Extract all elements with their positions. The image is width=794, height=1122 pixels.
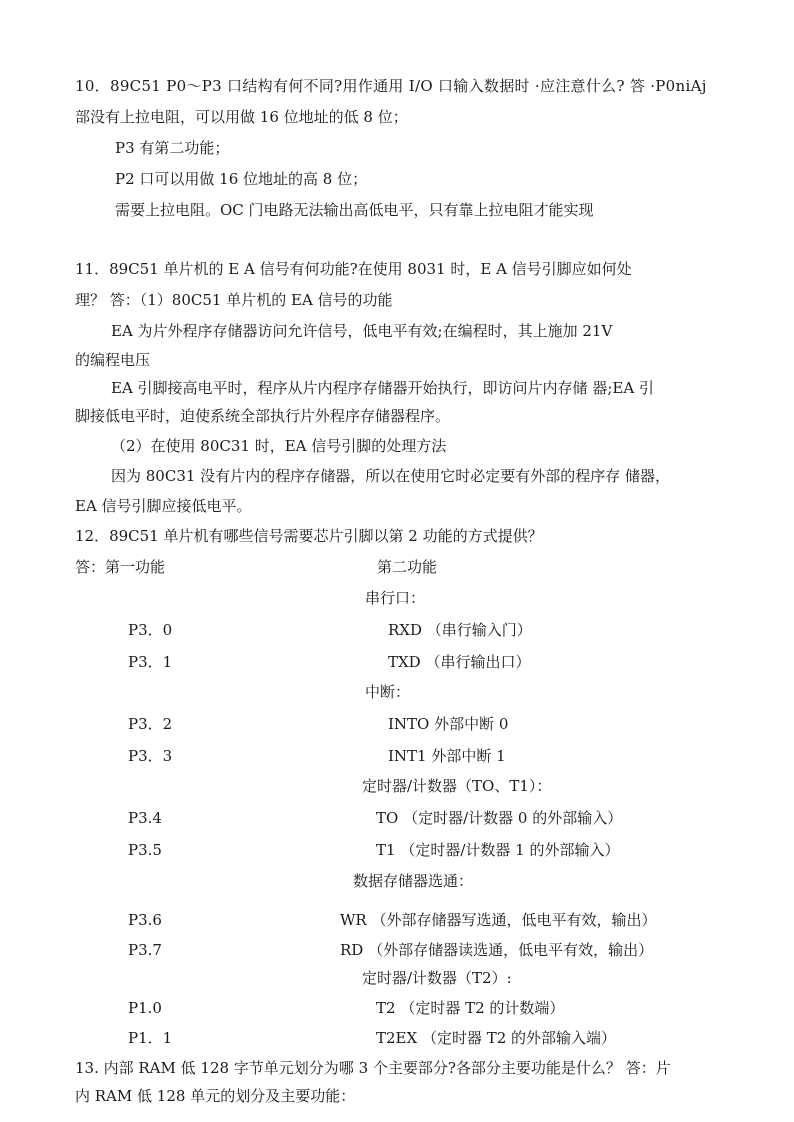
q10-line-4: P2 口可以用做 16 位地址的高 8 位； bbox=[115, 170, 368, 188]
q11-line-3: EA 为片外程序存储器访问允许信号，低电平有效;在编程时，其上施加 21V bbox=[111, 322, 613, 340]
q12-row-func: INTO 外部中断 0 bbox=[388, 715, 509, 733]
q12-row-func: RXD （串行输入门） bbox=[388, 621, 532, 639]
q12-row-func: INT1 外部中断 1 bbox=[388, 747, 506, 765]
q13-line-2: 内 RAM 低 128 单元的划分及主要功能： bbox=[75, 1087, 356, 1105]
q11-line-6: 脚接低电平时，迫使系统全部执行片外程序存储器程序。 bbox=[75, 407, 451, 425]
q12-row-pin: P3．0 bbox=[128, 621, 173, 639]
q12-row-func: WR （外部存储器写选通，低电平有效，输出） bbox=[340, 911, 657, 929]
q12-row-pin: P3．2 bbox=[128, 715, 173, 733]
q12-row-pin: P3.4 bbox=[128, 809, 162, 827]
q12-row-func: T1 （定时器/计数器 1 的外部输入） bbox=[376, 841, 620, 859]
q12-row-pin: P3．3 bbox=[128, 747, 173, 765]
q10-line-5: 需要上拉电阻。OC 门电路无法输出高低电平，只有靠上拉电阻才能实现 bbox=[115, 201, 594, 219]
q11-line-5: EA 引脚接高电平时，程序从片内程序存储器开始执行，即访问片内存储 器;EA 引 bbox=[111, 379, 654, 397]
q12-group-timer: 定时器/计数器（TO、T1）： bbox=[362, 777, 552, 795]
q12-col2-heading: 第二功能 bbox=[377, 558, 438, 576]
q12-group-timer2: 定时器/计数器（T2）: bbox=[362, 969, 512, 987]
q11-line-4: 的编程电压 bbox=[75, 351, 151, 369]
q10-line-2: 部没有上拉电阻，可以用做 16 位地址的低 8 位； bbox=[75, 108, 408, 126]
q12-row-pin: P3.6 bbox=[128, 911, 162, 929]
q13-line-1: 13. 内部 RAM 低 128 字节单元划分为哪 3 个主要部分?各部分主要功能是什么？ 答：片 bbox=[75, 1059, 671, 1077]
q12-row-pin: P1.0 bbox=[128, 999, 162, 1017]
q11-line-1: 11．89C51 单片机的 E A 信号有何功能?在使用 8031 时，E A 信号引脚应如何处 bbox=[75, 260, 632, 278]
q11-line-9: EA 信号引脚应接低电平。 bbox=[75, 497, 252, 515]
q11-line-7: （2）在使用 80C31 时，EA 信号引脚的处理方法 bbox=[111, 437, 447, 455]
q12-row-func: TO （定时器/计数器 0 的外部输入） bbox=[376, 809, 623, 827]
q11-line-8: 因为 80C31 没有片内的程序存储器，所以在使用它时必定要有外部的程序存 储器， bbox=[111, 467, 670, 485]
q12-group-interrupt: 中断： bbox=[365, 683, 411, 701]
q12-row-func: T2 （定时器 T2 的计数端） bbox=[376, 999, 565, 1017]
q10-line-1: 10．89C51 P0～P3 口结构有何不同?用作通用 I/O 口输入数据时 ·应注意什么? 答 ·P0niAj bbox=[75, 77, 707, 95]
q12-row-func: TXD （串行输出口） bbox=[388, 653, 531, 671]
q12-row-func: RD （外部存储器读选通，低电平有效，输出） bbox=[340, 941, 654, 959]
q12-row-pin: P3.5 bbox=[128, 841, 162, 859]
q11-line-2: 理？ 答：（1）80C51 单片机的 EA 信号的功能 bbox=[75, 291, 393, 309]
q12-group-datamem: 数据存储器选通： bbox=[353, 872, 474, 890]
q12-row-func: T2EX （定时器 T2 的外部输入端） bbox=[376, 1029, 617, 1047]
q12-col1-heading: 答：第一功能 bbox=[75, 558, 166, 576]
q10-line-3: P3 有第二功能； bbox=[115, 139, 230, 157]
q12-row-pin: P3．1 bbox=[128, 653, 173, 671]
q12-group-serial: 串行口： bbox=[365, 589, 426, 607]
q12-line-1: 12．89C51 单片机有哪些信号需要芯片引脚以第 2 功能的方式提供？ bbox=[75, 527, 543, 545]
q12-row-pin: P3.7 bbox=[128, 941, 162, 959]
q12-row-pin: P1．1 bbox=[128, 1029, 173, 1047]
